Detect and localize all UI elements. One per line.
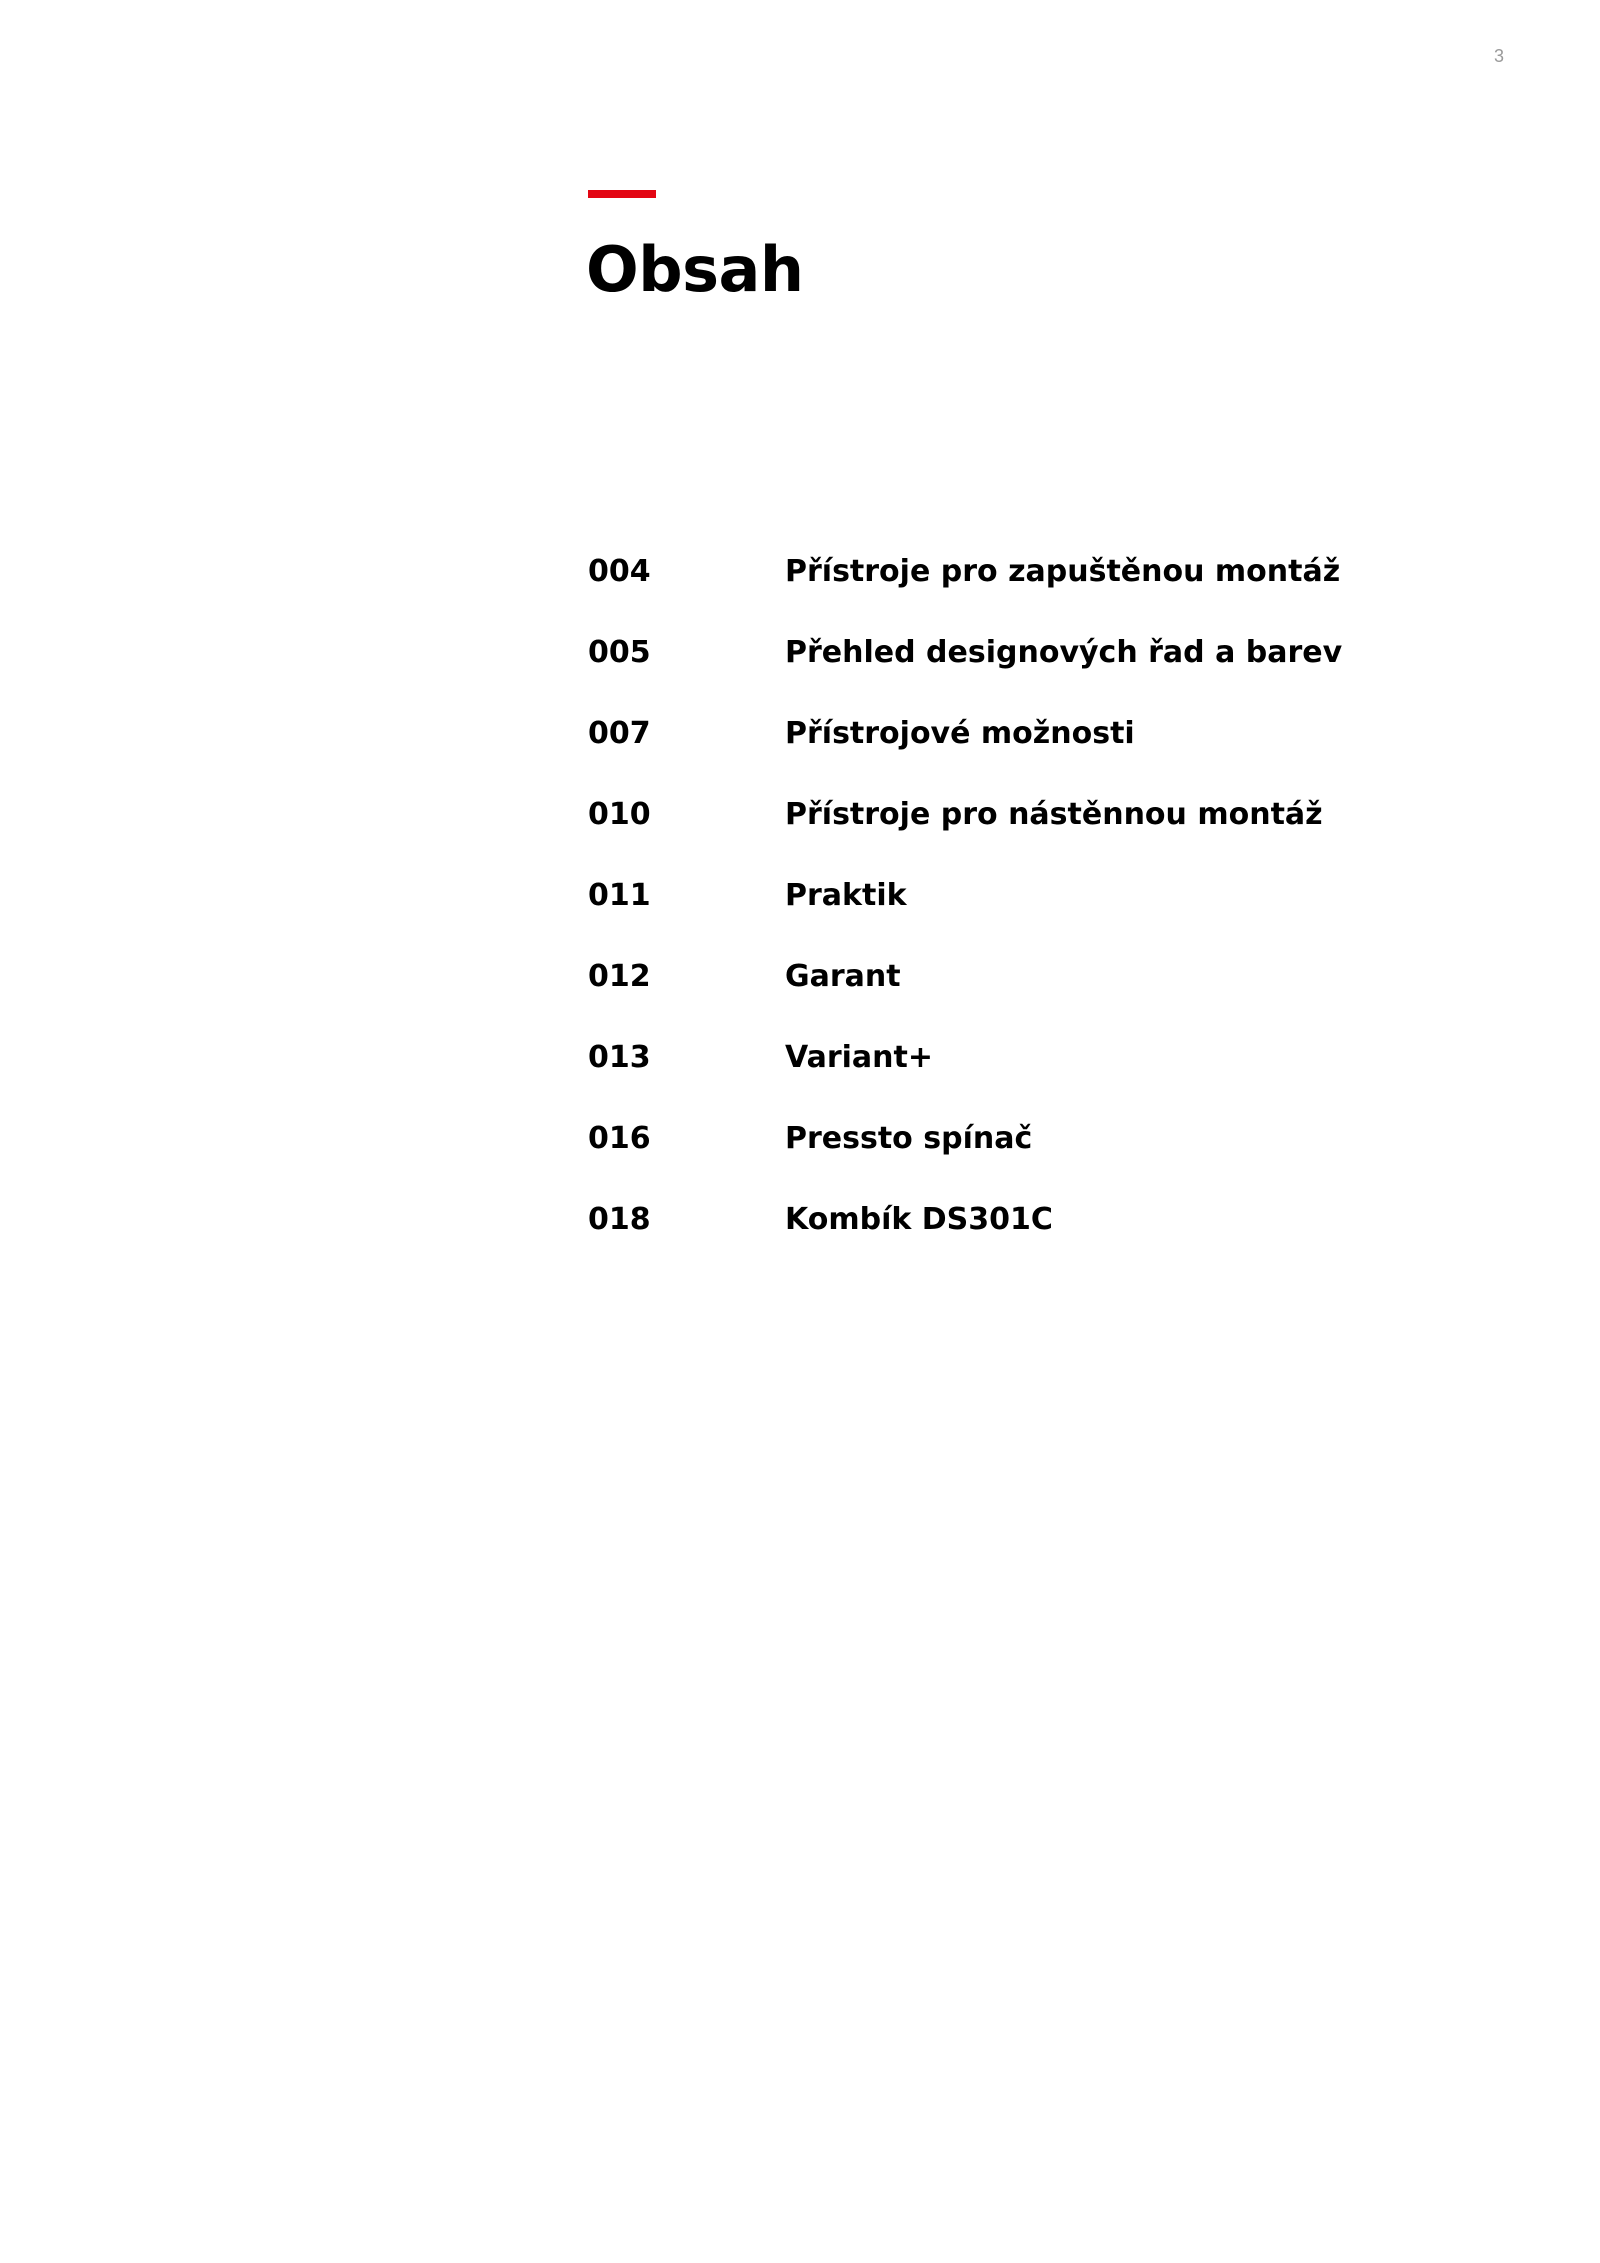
toc-page-number: 004 bbox=[588, 554, 651, 589]
toc-page-number: 016 bbox=[588, 1121, 651, 1156]
toc-page-number: 005 bbox=[588, 635, 651, 670]
toc-entry-title: Kombík DS301C bbox=[785, 1202, 1053, 1237]
toc-entry[interactable] bbox=[588, 1032, 1388, 1113]
toc-page-number: 012 bbox=[588, 959, 651, 994]
toc-page-number: 011 bbox=[588, 878, 651, 913]
toc-entry-title: Pressto spínač bbox=[785, 1121, 1033, 1156]
toc-entry-title: Garant bbox=[785, 959, 901, 994]
toc-entry-title: Přístroje pro nástěnnou montáž bbox=[785, 797, 1323, 832]
toc-entry[interactable] bbox=[588, 1113, 1388, 1194]
toc-entry-title: Praktik bbox=[785, 878, 907, 913]
title-accent-bar bbox=[588, 190, 656, 198]
toc-entry-title: Přehled designových řad a barev bbox=[785, 635, 1343, 670]
toc-page-number: 013 bbox=[588, 1040, 651, 1075]
toc-entry[interactable] bbox=[588, 951, 1388, 1032]
toc-entry[interactable] bbox=[588, 546, 1388, 627]
toc-entry[interactable] bbox=[588, 627, 1388, 708]
table-of-contents bbox=[588, 546, 1388, 1275]
toc-entry-title: Přístroje pro zapuštěnou montáž bbox=[785, 554, 1341, 589]
toc-entry-title: Přístrojové možnosti bbox=[785, 716, 1135, 751]
toc-entry[interactable] bbox=[588, 789, 1388, 870]
toc-page-number: 010 bbox=[588, 797, 651, 832]
toc-page-number: 007 bbox=[588, 716, 651, 751]
toc-entry-title: Variant+ bbox=[785, 1040, 933, 1075]
toc-page-number: 018 bbox=[588, 1202, 651, 1237]
toc-entry[interactable] bbox=[588, 870, 1388, 951]
toc-entry[interactable] bbox=[588, 1194, 1388, 1275]
page-number: 3 bbox=[1493, 46, 1504, 66]
toc-entry[interactable] bbox=[588, 708, 1388, 789]
page-title: Obsah bbox=[586, 233, 804, 306]
